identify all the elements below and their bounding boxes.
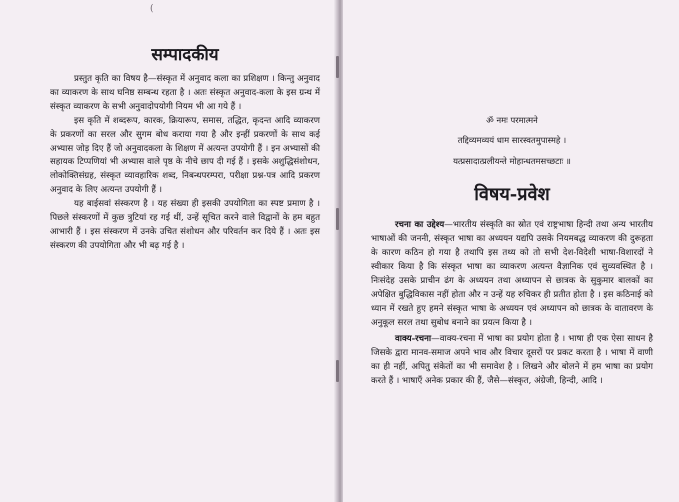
- editorial-paragraph-2: इस कृति में शब्दरूप, कारक, क्रियारूप, समास, तद्धित, कृदन्त आदि व्याकरण के प्रकरणों का सरल और सुगम बोध कराया गया है और इन्हीं प्रकरणों के साथ कई अभ्यास जोड़ दिए हैं जो अनुवादकला के शिक्षण में अत्यन्त उपयोगी हैं । इन अभ्यासों की सहायक टिप्पणियां भी अभ्यास वाले पृष्ठ के नीचे छाप दी गई हैं । इसके अशुद्धिसंशोधन, लोकोक्तिसंग्रह, संस्कृत व्यावहारिक शब्द, निबन्धपरम्परा, परीक्षा प्रश्न-पत्र आदि प्रकरण अनुवाद के लिए अत्यन्त उपयोगी हैं ।: [50, 115, 320, 196]
- section-sentence-construction: [371, 332, 653, 388]
- section-lead: वाक्य-रचना: [395, 334, 432, 344]
- right-page-title: विषय-प्रवेश: [474, 184, 550, 205]
- section-text: —वाक्य-रचना में भाषा का प्रयोग होता है । भाषा ही एक ऐसा साधन है जिसके द्वारा मानव-समाज अपने भाव और विचार दूसरों पर प्रकट करता है । भाषा में वाणी का ही नहीं, अपितु संकेतों का भी समावेश है । लिखने और बोलने में हम भाषा का प्रयोग करते हैं । भाषाएँ अनेक प्रकार की हैं, जैसे—संस्कृत, अंग्रेजी, हिन्दी, आदि ।: [371, 334, 653, 386]
- left-page-title: सम्पादकीय: [151, 45, 219, 65]
- right-page: [343, 0, 679, 502]
- invocation-line-2: तद्दिव्यमव्ययं धाम सारस्वतमुपास्महे ।: [457, 135, 567, 145]
- invocation-line-1: ॐ नमः परमात्मने: [486, 115, 538, 125]
- section-lead: रचना का उद्देश्य: [395, 220, 445, 230]
- binding-stitch: [336, 208, 339, 230]
- editorial-paragraph-3: यह बाईसवां संस्करण है । यह संख्या ही इसकी उपयोगिता का स्पष्ट प्रमाण है । पिछले संस्करणों में कुछ त्रुटियां रह गई थीं, उन्हें सूचित करने वाले विद्वानों के हम बहुत आभारी हैं । इस संस्करण में उनके उचित संशोधन और परिवर्तन कर दिये हैं । अतः इस संस्करण की उपयोगिता और भी बढ़ गई है ।: [50, 199, 320, 251]
- section-text: —भारतीय संस्कृति का स्रोत एवं राष्ट्रभाषा हिन्दी तथा अन्य भारतीय भाषाओं की जननी, संस्कृत भाषा का अध्ययन यद्यपि उसके नियमबद्ध व्याकरण की दुरूहता के कारण कठिन हो गया है तथापि इस तथ्य को तो सभी देश-विदेशी भाषा-विशारदों ने स्वीकार किया है कि संस्कृत भाषा का व्याकरण अत्यन्त वैज्ञानिक एवं सुव्यवस्थित है । निःसंदेह उसके प्राचीन ढंग के अध्ययन तथा अध्यापन से छात्रक के सुकुमार बालकों का अपेक्षित बुद्धिविकास नहीं होता और न उन्हें यह रुचिकर ही प्रतीत होता है । इस कठिनाई को ध्यान में रखते हुए हमने संस्कृत भाषा के अध्ययन एवं अध्यापन को छात्रक के वातावरण के अनुकूल सरल तथा सुबोध बनाने का प्रयत्न किया है ।: [371, 220, 653, 328]
- section-purpose: [371, 218, 653, 330]
- left-page-number: (: [150, 4, 154, 14]
- editorial-paragraph-1: प्रस्तुत कृति का विषय है—संस्कृत में अनुवाद कला का प्रशिक्षण । किन्तु अनुवाद का व्याकरण के साथ घनिष्ठ सम्बन्ध रहता है । अतः संस्कृत अनुवाद-कला के इस ग्रन्थ में संस्कृत व्याकरण के सभी अनुवादोपयोगी नियम भी आ गये हैं ।: [50, 74, 320, 112]
- invocation-line-3: यत्प्रसादात्प्रलीयन्ते मोहान्धतमसच्छटाः ॥: [453, 156, 571, 166]
- left-page: [0, 0, 336, 502]
- binding-stitch: [336, 56, 339, 78]
- binding-stitch: [336, 360, 339, 382]
